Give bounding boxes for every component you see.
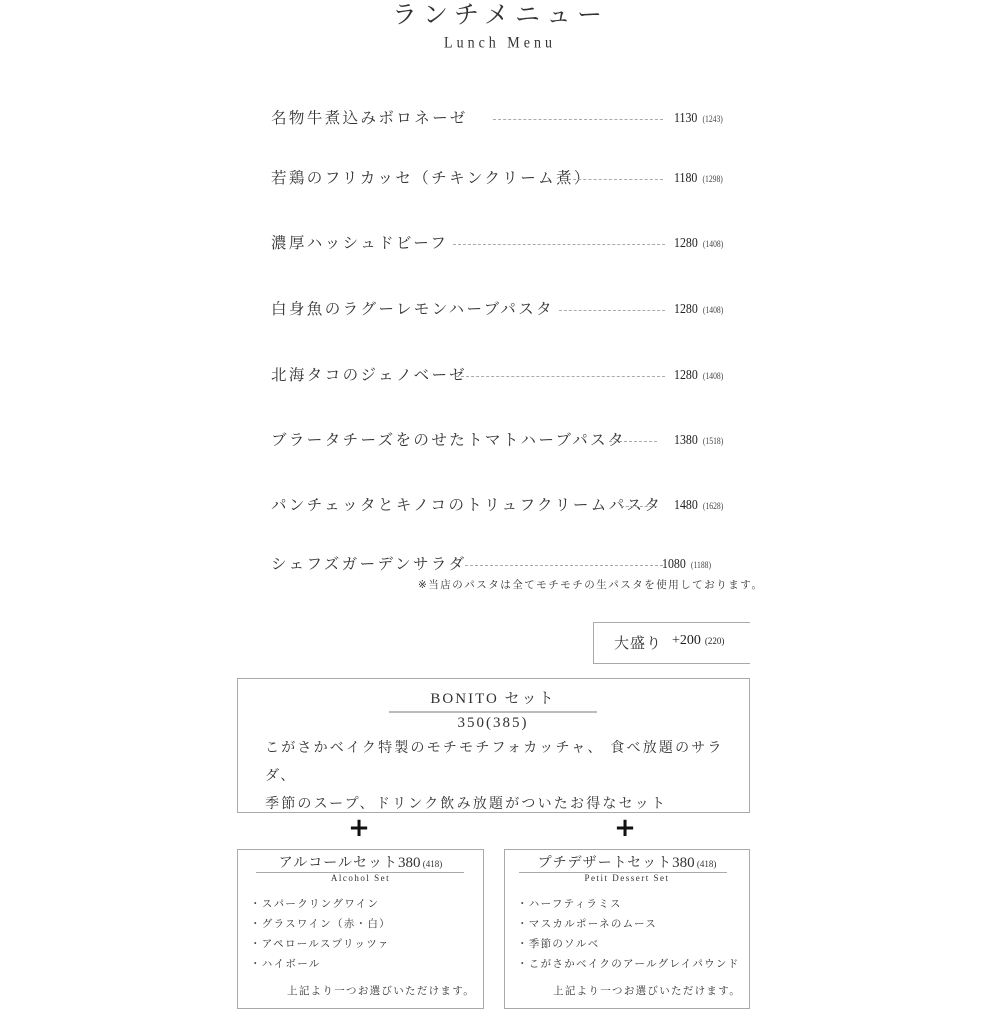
leader-dots	[621, 506, 657, 507]
list-item: ・グラスワイン（赤・白）	[250, 918, 391, 930]
list-item: ・アペロールスプリッツァ	[250, 938, 390, 950]
leader-dots	[465, 565, 663, 566]
menu-item	[271, 167, 751, 191]
alcohol-set-footer: 上記より一つお選びいただけます。	[287, 985, 475, 997]
page-subtitle: Lunch Menu	[444, 34, 556, 53]
bonito-set-box	[237, 678, 750, 813]
leader-dots	[568, 179, 663, 180]
menu-item-name: 白身魚のラグーレモンハーブパスタ	[271, 300, 554, 318]
dessert-set-title: プチデザートセット380 (418)	[537, 855, 717, 871]
menu-item-name: 若鶏のフリカッセ（チキンクリーム煮）	[271, 169, 592, 187]
menu-item	[271, 298, 751, 322]
menu-item-name: ブラータチーズをのせたトマトハーブパスタ	[271, 431, 626, 449]
menu-item-price: 1380 (1518)	[674, 433, 724, 448]
large-portion-price: +200 (220)	[672, 633, 725, 648]
menu-item	[271, 553, 751, 577]
pasta-note: ※当店のパスタは全てモチモチの生パスタを使用しております。	[418, 579, 764, 591]
dessert-set-box	[504, 849, 750, 1009]
leader-dots	[453, 244, 665, 245]
list-item: ・ハーフティラミス	[517, 898, 622, 910]
menu-item-name: 濃厚ハッシュドビーフ	[271, 234, 449, 252]
menu-item	[271, 429, 751, 453]
menu-item	[271, 364, 751, 388]
list-item: ・ハイボール	[250, 958, 321, 970]
bonito-set-description: こがさかベイク特製のモチモチフォカッチャ、 食べ放題のサラダ、 季節のスープ、ドリンク飲み放題がついたお得なセット	[265, 740, 724, 812]
menu-item-price: 1080 (1188)	[662, 557, 712, 572]
plus-icon: +	[614, 813, 636, 843]
large-portion-label: 大盛り	[614, 634, 663, 652]
menu-item-price: 1280 (1408)	[674, 302, 724, 317]
dessert-set-subtitle: Petit Dessert Set	[584, 873, 670, 883]
menu-item-name: パンチェッタとキノコのトリュフクリームパスタ	[271, 496, 663, 514]
alcohol-set-subtitle: Alcohol Set	[330, 873, 391, 883]
leader-dots	[609, 441, 657, 442]
list-item: ・こがさかベイクのアールグレイパウンド	[517, 958, 740, 970]
page-title: ランチメニュー	[391, 0, 608, 29]
menu-item	[271, 232, 751, 256]
menu-item	[271, 494, 751, 518]
menu-item-name: シェフズガーデンサラダ	[271, 555, 467, 573]
list-item: ・季節のソルベ	[517, 938, 600, 950]
menu-item-name: 名物牛煮込みボロネーゼ	[271, 109, 468, 127]
menu-item	[271, 107, 751, 131]
alcohol-set-box	[237, 849, 484, 1009]
menu-item-name: 北海タコのジェノベーゼ	[271, 366, 467, 384]
list-item: ・スパークリングワイン	[250, 898, 380, 910]
menu-item-price: 1480 (1628)	[674, 498, 724, 513]
menu-item-price: 1180 (1298)	[674, 171, 723, 186]
divider	[389, 711, 597, 713]
dessert-set-footer: 上記より一つお選びいただけます。	[553, 985, 741, 997]
menu-item-price: 1280 (1408)	[674, 236, 724, 251]
menu-item-price: 1130 (1243)	[674, 111, 723, 126]
list-item: ・マスカルポーネのムース	[517, 918, 658, 930]
large-portion-box	[593, 622, 750, 664]
plus-icon: +	[348, 813, 370, 843]
alcohol-set-list	[250, 894, 391, 974]
bonito-set-title: BONITO セット 350(385)	[430, 691, 573, 731]
leader-dots	[493, 119, 663, 120]
leader-dots	[559, 310, 665, 311]
leader-dots	[456, 376, 665, 377]
dessert-set-list	[517, 894, 740, 974]
alcohol-set-title: アルコールセット380 (418)	[278, 855, 443, 871]
menu-item-price: 1280 (1408)	[674, 368, 724, 383]
